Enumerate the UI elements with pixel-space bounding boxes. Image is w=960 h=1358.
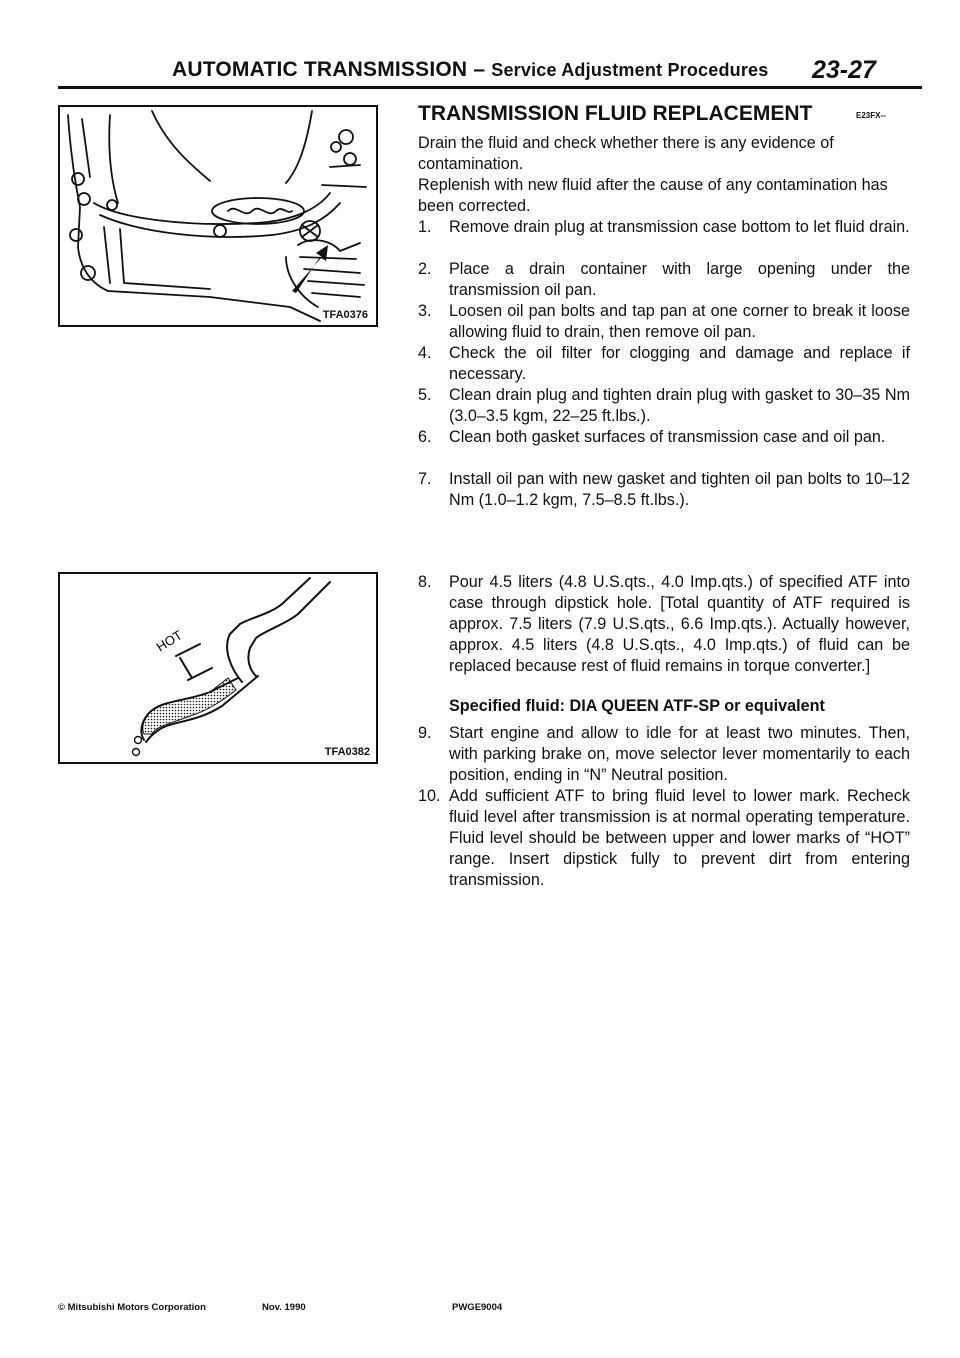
figure-code-2: TFA0382 bbox=[324, 746, 370, 758]
footer-date: Nov. 1990 bbox=[262, 1302, 306, 1313]
step-number: 2. bbox=[418, 260, 432, 278]
footer-doc-code: PWGE9004 bbox=[452, 1302, 503, 1313]
step-text: Clean both gasket surfaces of transmission case and oil pan. bbox=[449, 428, 886, 446]
step-text: Place a drain container with large opening under the transmission oil pan. bbox=[449, 260, 910, 299]
step-number: 8. bbox=[418, 573, 432, 591]
oil-pan-illustration bbox=[60, 107, 376, 325]
step-number: 5. bbox=[418, 386, 432, 404]
step-5 bbox=[418, 385, 910, 427]
figure-dipstick bbox=[58, 572, 378, 764]
step-text: Clean drain plug and tighten drain plug with gasket to 30–35 Nm (3.0–3.5 kgm, 22–25 ft.lbs.). bbox=[449, 386, 910, 425]
step-text: Add sufficient ATF to bring fluid level to lower mark. Recheck fluid level after transmission is at normal operating temperature. Fluid level should be between upper and lower marks of “HOT” range. Insert dipstick fully to prevent dirt from entering transmission. bbox=[449, 787, 910, 889]
step-text: Pour 4.5 liters (4.8 U.S.qts., 4.0 Imp.qts.) of specified ATF into case through dipstick hole. [Total quantity of ATF required is approx. 7.5 liters (7.9 U.S.qts., 6.6 Imp.qts.). Actually however, approx. 4.5 liters (4.8 U.S.qts., 4.0 Imp.qts.) of fluid can be replaced because rest of fluid remains in torque converter.] bbox=[449, 573, 910, 675]
step-9 bbox=[418, 723, 910, 786]
step-10 bbox=[418, 786, 910, 891]
step-text: Start engine and allow to idle for at least two minutes. Then, with parking brake on, move selector lever momentarily to each position, ending in “N” Neutral position. bbox=[449, 724, 910, 784]
header-subsection: Service Adjustment Procedures bbox=[491, 60, 769, 80]
hot-label: HOT bbox=[153, 627, 185, 655]
page-number: 23-27 bbox=[812, 56, 876, 84]
step-8 bbox=[418, 572, 910, 677]
footer-copyright: © Mitsubishi Motors Corporation bbox=[58, 1302, 206, 1313]
step-3 bbox=[418, 301, 910, 343]
step-number: 10. bbox=[418, 787, 441, 805]
step-number: 9. bbox=[418, 724, 432, 742]
header-section: AUTOMATIC TRANSMISSION bbox=[172, 58, 468, 81]
step-number: 4. bbox=[418, 344, 432, 362]
step-number: 1. bbox=[418, 218, 432, 236]
header-rule bbox=[58, 86, 922, 89]
figure-oil-pan bbox=[58, 105, 378, 327]
step-6 bbox=[418, 427, 910, 448]
step-7 bbox=[418, 469, 910, 511]
step-2 bbox=[418, 259, 910, 301]
intro-paragraph-1: Drain the fluid and check whether there is any evidence of contamination. bbox=[418, 134, 834, 173]
step-text: Remove drain plug at transmission case bottom to let fluid drain. bbox=[449, 218, 910, 236]
dipstick-illustration bbox=[60, 574, 376, 762]
step-1 bbox=[418, 217, 910, 238]
header-dash: – bbox=[467, 58, 492, 81]
running-header bbox=[172, 58, 768, 82]
figure-code-1: TFA0376 bbox=[322, 309, 368, 321]
section-code: E23FX-- bbox=[856, 111, 886, 120]
dipstick-mark-upper bbox=[135, 737, 142, 744]
step-text: Loosen oil pan bolts and tap pan at one corner to break it loose allowing fluid to drain, then remove oil pan. bbox=[449, 302, 910, 341]
step-number: 3. bbox=[418, 302, 432, 320]
step-4 bbox=[418, 343, 910, 385]
step-text: Install oil pan with new gasket and tighten oil pan bolts to 10–12 Nm (1.0–1.2 kgm, 7.5–8.5 ft.lbs.). bbox=[449, 470, 910, 509]
section-title: TRANSMISSION FLUID REPLACEMENT bbox=[418, 102, 813, 125]
specified-fluid: Specified fluid: DIA QUEEN ATF-SP or equivalent bbox=[449, 697, 825, 715]
step-text: Check the oil filter for clogging and damage and replace if necessary. bbox=[449, 344, 910, 383]
dipstick-mark-lower bbox=[133, 749, 140, 756]
step-number: 7. bbox=[418, 470, 432, 488]
step-number: 6. bbox=[418, 428, 432, 446]
intro-paragraph-2: Replenish with new fluid after the cause of any contamination has been corrected. bbox=[418, 176, 888, 215]
